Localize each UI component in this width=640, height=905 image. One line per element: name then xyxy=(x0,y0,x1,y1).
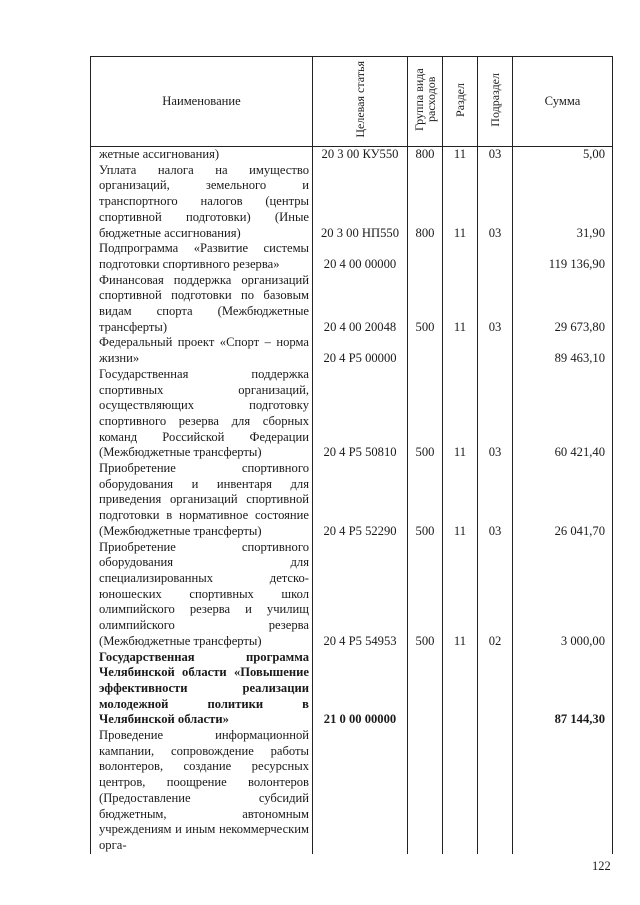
row-sum: 5,00 xyxy=(513,147,613,163)
row-section: 11 xyxy=(443,163,478,242)
table-row xyxy=(91,163,613,242)
row-name: Федеральный проект «Спорт – норма жизни» xyxy=(91,335,313,366)
row-section xyxy=(443,241,478,272)
row-section: 11 xyxy=(443,461,478,540)
row-group xyxy=(408,335,443,366)
table-row xyxy=(91,461,613,540)
header-target: Целевая статья xyxy=(313,57,408,147)
row-subsection: 03 xyxy=(478,367,513,461)
row-name: Подпрограмма «Развитие системы подготовки спортивного резерва» xyxy=(91,241,313,272)
header-sum: Сумма xyxy=(513,57,613,147)
row-group: 500 xyxy=(408,461,443,540)
row-sum: 26 041,70 xyxy=(513,461,613,540)
row-name: Проведение информационной кампании, сопровождение работы волонтеров, создание ресурсных центров, поощрение волонтеров (Предоставление субсидий бюджетным, автономным учреждениям и иным некоммерческим орга- xyxy=(91,728,313,854)
row-group: 500 xyxy=(408,367,443,461)
row-section: 11 xyxy=(443,147,478,163)
row-subsection: 03 xyxy=(478,461,513,540)
row-target: 20 3 00 КУ550 xyxy=(313,147,408,163)
table-row xyxy=(91,540,613,650)
header-subsection: Подраздел xyxy=(478,57,513,147)
row-target: 20 4 P5 00000 xyxy=(313,335,408,366)
row-group: 800 xyxy=(408,147,443,163)
row-subsection: 02 xyxy=(478,540,513,650)
row-sum: 119 136,90 xyxy=(513,241,613,272)
row-subsection: 03 xyxy=(478,163,513,242)
row-section xyxy=(443,335,478,366)
row-target: 21 0 00 00000 xyxy=(313,650,408,729)
row-sum: 87 144,30 xyxy=(513,650,613,729)
row-sum: 3 000,00 xyxy=(513,540,613,650)
header-group: Группа вида расходов xyxy=(408,57,443,147)
row-group xyxy=(408,650,443,729)
row-sum xyxy=(513,728,613,854)
row-target: 20 4 P5 50810 xyxy=(313,367,408,461)
row-name: Государственная поддержка спортивных организаций, осуществляющих подготовку спортивного резерва для сборных команд Российской Федерации (Межбюджетные трансферты) xyxy=(91,367,313,461)
table-row xyxy=(91,273,613,336)
row-name: Приобретение спортивного оборудования для специализированных детско-юношеских спортивных школ олимпийского резерва и училищ олимпийского резерва (Межбюджетные трансферты) xyxy=(91,540,313,650)
row-target: 20 4 P5 52290 xyxy=(313,461,408,540)
row-section: 11 xyxy=(443,273,478,336)
row-section xyxy=(443,728,478,854)
row-group xyxy=(408,241,443,272)
row-subsection xyxy=(478,335,513,366)
row-section xyxy=(443,650,478,729)
row-target: 20 4 00 00000 xyxy=(313,241,408,272)
table-header-row xyxy=(91,57,613,147)
row-group xyxy=(408,728,443,854)
row-group: 500 xyxy=(408,273,443,336)
row-section: 11 xyxy=(443,367,478,461)
row-sum: 60 421,40 xyxy=(513,367,613,461)
table-row xyxy=(91,335,613,366)
row-name: жетные ассигнования) xyxy=(91,147,313,163)
row-target xyxy=(313,728,408,854)
row-sum: 29 673,80 xyxy=(513,273,613,336)
row-section: 11 xyxy=(443,540,478,650)
table-row xyxy=(91,650,613,729)
row-name: Приобретение спортивного оборудования и инвентаря для приведения организаций спортивной подготовки в нормативное состояние (Межбюджетные трансферты) xyxy=(91,461,313,540)
row-name: Финансовая поддержка организаций спортивной подготовки по базовым видам спорта (Межбюджетные трансферты) xyxy=(91,273,313,336)
row-name: Уплата налога на имущество организаций, земельного и транспортного налогов (центры спортивной подготовки) (Иные бюджетные ассигнования) xyxy=(91,163,313,242)
row-target: 20 4 00 20048 xyxy=(313,273,408,336)
row-target: 20 3 00 НП550 xyxy=(313,163,408,242)
row-group: 500 xyxy=(408,540,443,650)
row-group: 800 xyxy=(408,163,443,242)
row-name: Государственная программа Челябинской области «Повышение эффективности реализации молодежной политики в Челябинской области» xyxy=(91,650,313,729)
row-sum: 31,90 xyxy=(513,163,613,242)
row-sum: 89 463,10 xyxy=(513,335,613,366)
row-subsection: 03 xyxy=(478,147,513,163)
budget-table xyxy=(90,56,613,854)
header-section: Раздел xyxy=(443,57,478,147)
header-name: Наименование xyxy=(91,57,313,147)
table-row xyxy=(91,241,613,272)
row-subsection: 03 xyxy=(478,273,513,336)
table-row xyxy=(91,147,613,163)
row-subsection xyxy=(478,728,513,854)
row-target: 20 4 P5 54953 xyxy=(313,540,408,650)
table-row xyxy=(91,728,613,854)
table-row xyxy=(91,367,613,461)
page-number: 122 xyxy=(592,859,611,873)
row-subsection xyxy=(478,241,513,272)
row-subsection xyxy=(478,650,513,729)
